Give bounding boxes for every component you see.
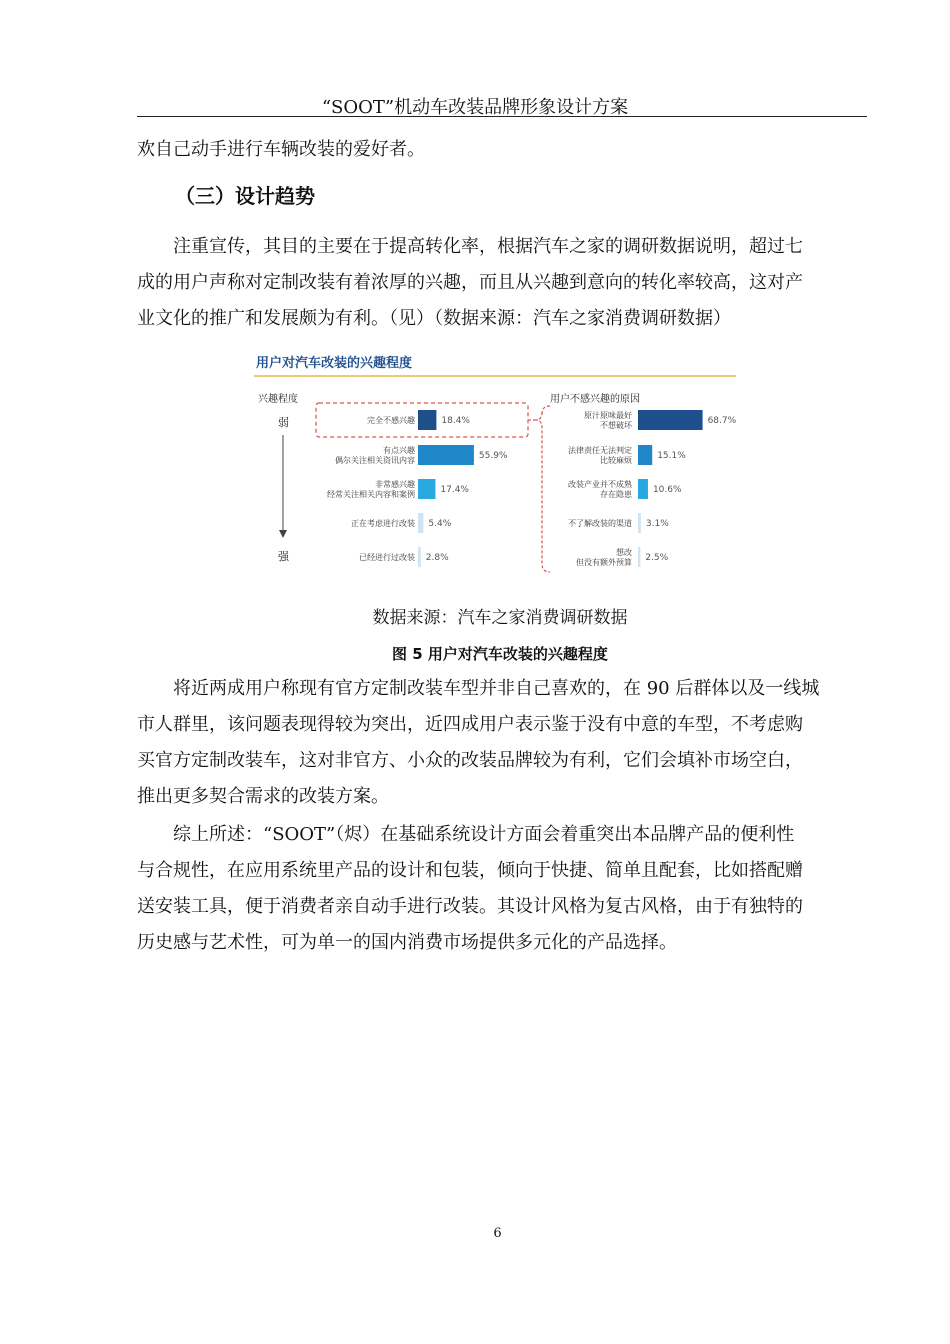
running-header: “SOOT”机动车改装品牌形象设计方案 <box>321 97 629 118</box>
right-bar <box>638 410 703 430</box>
text-line: 将近两成用户称现有官方定制改装车型并非自己喜欢的，在 90 后群体以及一线城 <box>173 678 820 699</box>
figure-source-caption: 数据来源：汽车之家消费调研数据 <box>372 608 628 628</box>
left-bar-label: 完全不感兴趣 <box>367 416 415 425</box>
right-bar <box>638 513 641 533</box>
paragraph-analysis <box>137 671 867 815</box>
right-panel-header: 用户不感兴趣的原因 <box>550 394 640 405</box>
text-line: 综上所述：“SOOT”（烬）在基础系统设计方面会着重突出本品牌产品的便利性 <box>173 824 795 845</box>
right-panel-bars <box>568 410 737 567</box>
right-value-label: 68.7% <box>707 416 737 426</box>
left-bar-label: 非常感兴趣经常关注相关内容和案例 <box>327 480 415 499</box>
axis-arrow-icon <box>279 530 287 538</box>
right-bar-label: 法律责任无法判定比较麻烦 <box>568 446 632 465</box>
paragraph-continuation <box>137 132 867 168</box>
chart-title: 用户对汽车改装的兴趣程度 <box>256 356 413 371</box>
header-rule <box>137 116 867 117</box>
right-bar-label: 改装产业并不成熟存在隐患 <box>568 480 632 499</box>
right-value-label: 2.5% <box>645 553 669 563</box>
left-value-label: 17.4% <box>440 485 469 495</box>
axis-weak-label: 弱 <box>278 416 289 429</box>
left-bar-label: 有点兴趣偶尔关注相关资讯内容 <box>335 446 415 465</box>
left-bar-label: 已经进行过改装 <box>359 553 415 562</box>
right-value-label: 10.6% <box>652 485 682 495</box>
right-value-label: 15.1% <box>657 451 686 461</box>
right-bar <box>638 547 640 567</box>
right-value-label: 3.1% <box>645 519 669 529</box>
highlight-brace <box>536 406 550 572</box>
right-bar-label: 原汁原味最好不想破坏 <box>584 411 632 430</box>
right-bar-label: 不了解改装的渠道 <box>568 519 632 528</box>
right-bar <box>638 479 648 499</box>
text-line: 市人群里，该问题表现得较为突出，近四成用户表示鉴于没有中意的车型，不考虑购 <box>137 714 803 735</box>
interest-chart <box>250 348 740 580</box>
left-bar <box>418 445 474 465</box>
text-line: 买官方定制改装车，这对非官方、小众的改装品牌较为有利，它们会填补市场空白， <box>137 750 803 771</box>
text-line: 历史感与艺术性，可为单一的国内消费市场提供多元化的产品选择。 <box>137 932 677 953</box>
axis-strong-label: 强 <box>278 550 289 563</box>
left-value-label: 2.8% <box>425 553 449 563</box>
text-line: 注重宣传，其目的主要在于提高转化率，根据汽车之家的调研数据说明，超过七 <box>173 236 803 257</box>
left-bar-label: 正在考虑进行改装 <box>351 519 415 528</box>
left-bar <box>418 479 435 499</box>
text-line: 推出更多契合需求的改装方案。 <box>137 786 389 807</box>
right-bar <box>638 445 652 465</box>
right-bar-label: 想改但没有额外预算 <box>576 548 632 567</box>
text-line: 业文化的推广和发展颇为有利。（见）（数据来源：汽车之家消费调研数据） <box>137 308 731 329</box>
left-value-label: 5.4% <box>428 519 452 529</box>
left-bar <box>418 513 423 533</box>
text-line: 送安装工具，便于消费者亲自动手进行改装。其设计风格为复古风格，由于有独特的 <box>137 896 803 917</box>
left-bar <box>418 410 436 430</box>
left-panel-header: 兴趣程度 <box>258 394 298 405</box>
figure-caption: 图 5 用户对汽车改装的兴趣程度 <box>392 645 608 663</box>
left-value-label: 55.9% <box>478 451 508 461</box>
left-value-label: 18.4% <box>441 416 470 426</box>
left-bar <box>418 547 421 567</box>
text-line: 欢自己动手进行车辆改装的爱好者。 <box>137 139 425 160</box>
left-panel-bars <box>327 410 508 567</box>
paragraph-summary <box>137 817 867 961</box>
section-heading: （三）设计趋势 <box>175 184 315 208</box>
text-line: 成的用户声称对定制改装有着浓厚的兴趣，而且从兴趣到意向的转化率较高，这对产 <box>137 272 803 293</box>
page-number: 6 <box>493 1226 502 1241</box>
paragraph-intro <box>137 229 867 337</box>
text-line: 与合规性，在应用系统里产品的设计和包装，倾向于快捷、简单且配套，比如搭配赠 <box>137 860 803 881</box>
